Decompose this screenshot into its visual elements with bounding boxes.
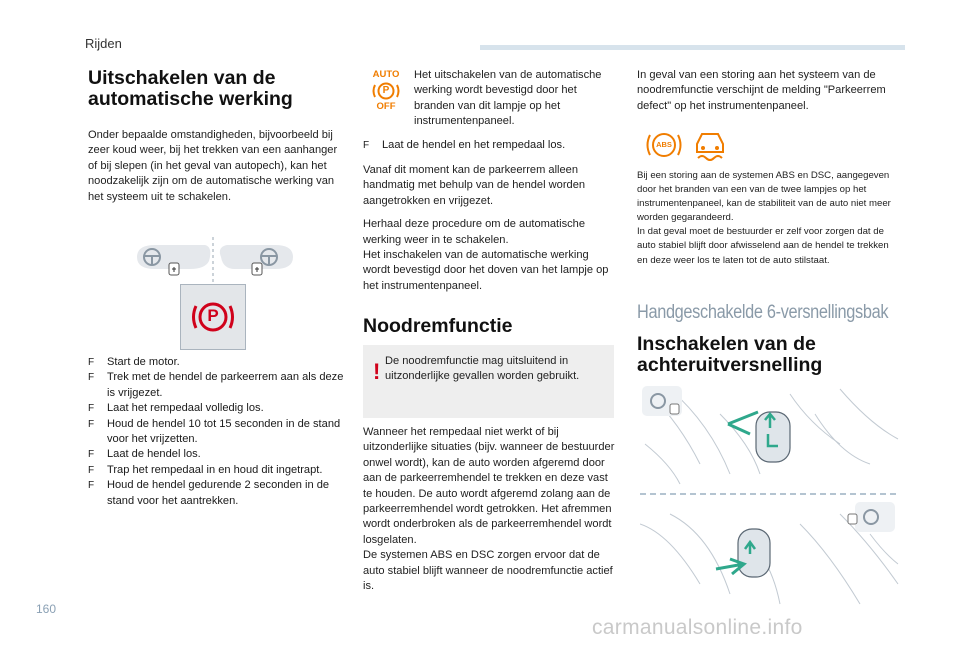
bullet-icon: F — [88, 449, 95, 461]
small-paragraph-1: Bij een storing aan de systemen ABS en DSC, aangegeven door het branden van een van de twee lampjes op het instrumentenpaneel, kan de stabiliteit van de auto niet meer worden gegarandeerd. — [637, 170, 891, 224]
bullet-icon: F — [363, 140, 370, 151]
title-line-1: Uitschakelen van de — [88, 67, 276, 89]
auto-icon-mid: P — [382, 85, 390, 96]
intro-paragraph: Onder bepaalde omstandigheden, bijvoorbeeld bij zeer koud weer, bij het trekken van een aanhanger of bij slepen (in het geval van autopech), kan het noodzakelijk zijn om de automatische werking van het systeem uit te schakelen. — [88, 129, 338, 203]
bullet-icon: F — [88, 418, 95, 430]
title-line-2: achteruitversnelling — [637, 354, 823, 376]
step-text: Trap het rempedaal in en houd dit ingetrapt. — [107, 463, 323, 476]
abs-icon: ABS — [656, 140, 672, 149]
reverse-gear-illustration — [640, 384, 900, 606]
step-item — [88, 463, 344, 478]
section-title-gearbox: Handgeschakelde 6-versnellingsbak — [637, 302, 889, 323]
title-line-2: automatische werking — [88, 88, 293, 110]
bullet-icon: F — [88, 372, 95, 384]
warning-text: De noodremfunctie mag uitsluitend in uitzonderlijke gevallen worden gebruikt. — [385, 355, 580, 383]
step-item — [88, 447, 344, 462]
step-item — [88, 417, 344, 448]
bullet-icon: F — [88, 480, 95, 492]
paragraph-reenable: Het inschakelen van de automatische werking wordt bevestigd door het doven van het lampje op het instrumentenpaneel. — [363, 249, 609, 292]
step-item — [88, 478, 344, 509]
steps-list — [88, 355, 344, 509]
col2-paragraphs — [363, 163, 615, 294]
step-item — [88, 370, 344, 401]
step-text: Laat het rempedaal volledig los. — [107, 402, 264, 415]
bullet-icon: F — [88, 403, 95, 415]
warning-box — [363, 345, 614, 418]
section-tag: Rijden — [85, 36, 122, 51]
bullet-icon: F — [88, 357, 95, 368]
parking-brake-letter: P — [207, 306, 219, 325]
auto-p-off-icon — [366, 70, 406, 116]
paragraph-emergency: Wanneer het rempedaal niet werkt of bij uitzonderlijke situaties (bijv. wanneer de bestuurder onwel wordt), kan de auto worden afgeremd door aan de parkeerremhendel te trekken en deze vast te houden. De auto wordt afgeremd zolang aan de parkeerremhendel wordt getrokken. Het afremmen wordt onderbroken als de parkeerremhendel wordt losgelaten. — [363, 426, 615, 546]
bullet-icon: F — [88, 464, 95, 476]
dashboard-illustration — [135, 237, 295, 287]
paragraph-abs-dsc: De systemen ABS en DSC zorgen ervoor dat de auto stabiel blijft wanneer de noodremfunctie actief is. — [363, 549, 613, 593]
parking-brake-indicator — [180, 284, 246, 350]
auto-icon-bottom: OFF — [376, 101, 396, 112]
step-text: Start de motor. — [107, 356, 180, 368]
paragraph-manual-only: Vanaf dit moment kan de parkeerrem alleen handmatig met behulp van de hendel worden aangetrokken en vrijgezet. — [363, 164, 586, 207]
col3-intro: In geval van een storing aan het systeem van de noodremfunctie verschijnt de melding "Parkeerrem defect" op het instrumentenpaneel. — [637, 69, 886, 112]
step-text: Houd de hendel 10 tot 15 seconden in de stand voor het vrijzetten. — [107, 417, 341, 446]
step-item — [363, 138, 615, 153]
step-item — [88, 355, 344, 370]
header-bar — [480, 45, 905, 50]
paragraph-repeat: Herhaal deze procedure om de automatische werking weer in te schakelen. — [363, 218, 586, 246]
title-achteruit — [637, 334, 822, 376]
page-number: 160 — [36, 602, 57, 616]
step-text: Laat de hendel en het rempedaal los. — [382, 139, 566, 151]
title-noodremfunctie: Noodremfunctie — [363, 315, 513, 337]
release-step — [363, 138, 615, 153]
auto-off-text: Het uitschakelen van de automatische werking wordt bevestigd door het branden van dit lampje op het instrumentenpaneel. — [414, 69, 602, 128]
step-text: Laat de hendel los. — [107, 448, 201, 461]
title-line-1: Inschakelen van de — [637, 333, 816, 355]
abs-dsc-warning-icons — [642, 124, 732, 166]
title-uitschakelen — [88, 68, 293, 110]
step-item — [88, 401, 344, 416]
col3-small-text — [637, 169, 899, 268]
noodrem-paragraphs — [363, 425, 615, 594]
warning-icon: ! — [373, 359, 381, 384]
step-text: Trek met de hendel de parkeerrem aan als deze is vrijgezet. — [107, 371, 344, 399]
auto-icon-top: AUTO — [372, 69, 400, 80]
step-text: Houd de hendel gedurende 2 seconden in de stand voor het aantrekken. — [107, 479, 330, 507]
watermark: carmanualsonline.info — [592, 616, 803, 639]
small-paragraph-2: In dat geval moet de bestuurder er zelf voor zorgen dat de auto stabiel blijft door afwisselend aan de hendel te trekken en deze weer los te laten tot de auto stilstaat. — [637, 226, 889, 266]
